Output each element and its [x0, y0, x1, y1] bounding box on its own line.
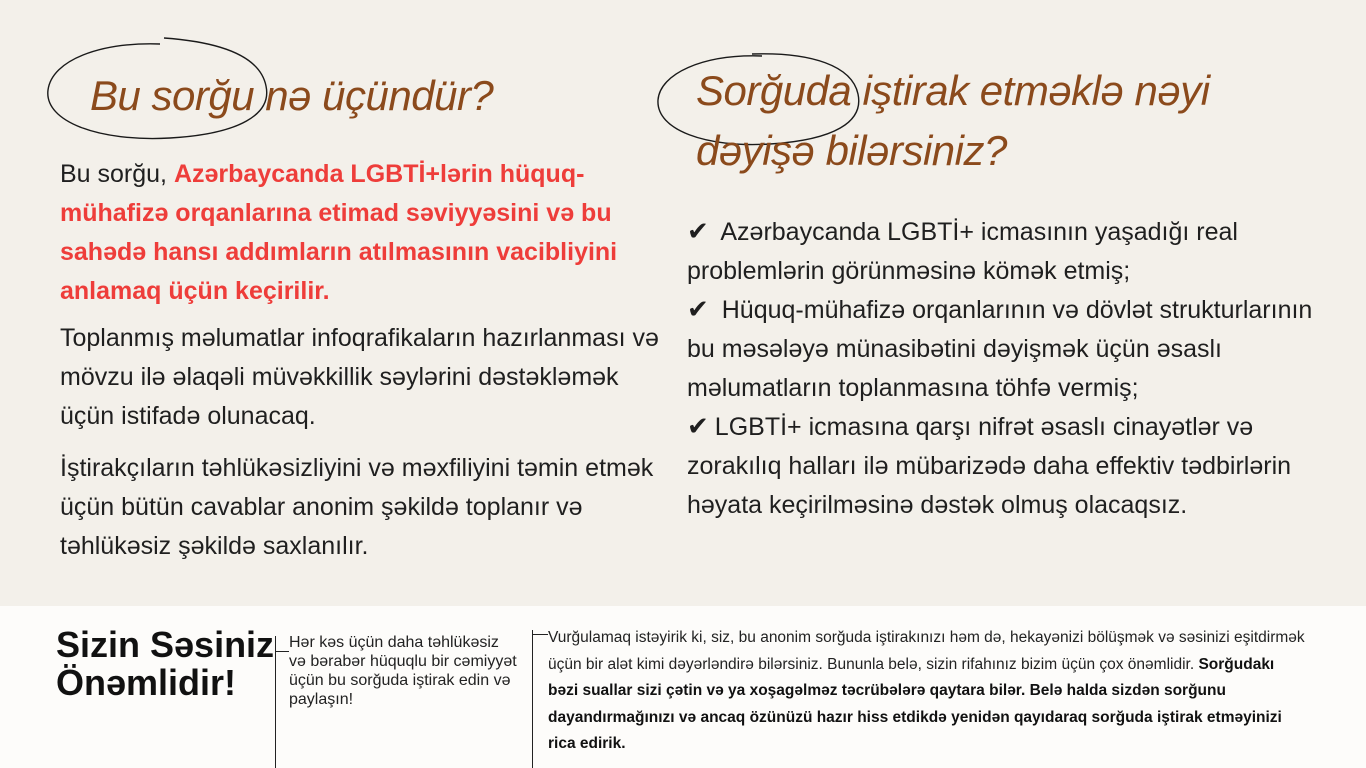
benefit-text: Azərbaycanda LGBTİ+ icmasının yaşadığı real problemlərin görünməsinə kömək etmiş; — [687, 218, 1238, 285]
wellbeing-notice-bold: Sorğudakı bəzi suallar sizi çətin və ya xoşagəlməz təcrübələrə qaytara bilər. Belə halda sizdən sorğunu dayandırmağınızı və ancaq özünüzü hazır hiss etdikdə yenidən qayıdaraq sorğuda iştirak etməyinizi rica edirik. — [548, 655, 1282, 752]
data-usage-paragraph: Toplanmış məlumatlar infoqrafikaların hazırlanması və mövzu ilə əlaqəli müvəkkillik səylərini dəstəkləmək üçün istifadə olunacaq. — [60, 324, 659, 430]
intro-paragraph — [60, 155, 660, 311]
left-heading: Bu sorğu nə üçündür? — [90, 72, 494, 119]
divider-line — [532, 634, 548, 635]
share-call-to-action: Hər kəs üçün daha təhlükəsiz və bərabər hüquqlu bir cəmiyyət üçün bu sorğuda iştirak edin və paylaşın! — [289, 634, 517, 708]
benefit-item — [687, 408, 1327, 525]
right-heading: Sorğuda iştirak etməklə nəyi dəyişə bilərsiniz? — [696, 67, 1210, 174]
tagline: Sizin Səsiniz Önəmlidir! — [56, 624, 275, 703]
benefits-list — [687, 213, 1327, 525]
checkmark-icon: ✔ — [687, 217, 709, 247]
intro-plain-text: Bu sorğu, — [60, 160, 174, 188]
wellbeing-notice-plain: Vurğulamaq istəyirik ki, siz, bu anonim sorğuda iştirakınızı həm də, hekayənizi bölüşmək və səsinizi eşitdirmək üçün bir alət kimi dəyərləndirə bilərsiniz. Bununla belə, sizin rifahınız bizim üçün çox önəmlidir. — [548, 629, 1305, 673]
checkmark-icon: ✔ — [687, 412, 709, 442]
divider-line — [532, 630, 533, 768]
divider-line — [275, 636, 276, 768]
benefit-item — [687, 213, 1327, 291]
benefit-text: Hüquq-mühafizə orqanlarının və dövlət strukturlarının bu məsələyə münasibətini dəyişmək üçün əsaslı məlumatların toplanmasına töhfə vermiş; — [687, 296, 1313, 402]
intro-highlight-text: Azərbaycanda LGBTİ+lərin hüquq-mühafizə orqanlarına etimad səviyyəsini və bu sahədə hansı addımların atılmasının vacibliyini anlamaq üçün keçirilir. — [60, 160, 618, 305]
checkmark-icon: ✔ — [687, 295, 709, 325]
benefit-text: LGBTİ+ icmasına qarşı nifrət əsaslı cinayətlər və zorakılıq halları ilə mübarizədə daha effektiv tədbirlərin həyata keçirilməsinə dəstək olmuş olacaqsız. — [687, 413, 1292, 519]
wellbeing-notice — [548, 625, 1308, 758]
divider-line — [275, 651, 289, 652]
privacy-paragraph: İştirakçıların təhlükəsizliyini və məxfiliyini təmin etmək üçün bütün cavablar anonim şəkildə toplanır və təhlükəsiz şəkildə saxlanılır. — [60, 454, 654, 560]
benefit-item — [687, 291, 1327, 408]
